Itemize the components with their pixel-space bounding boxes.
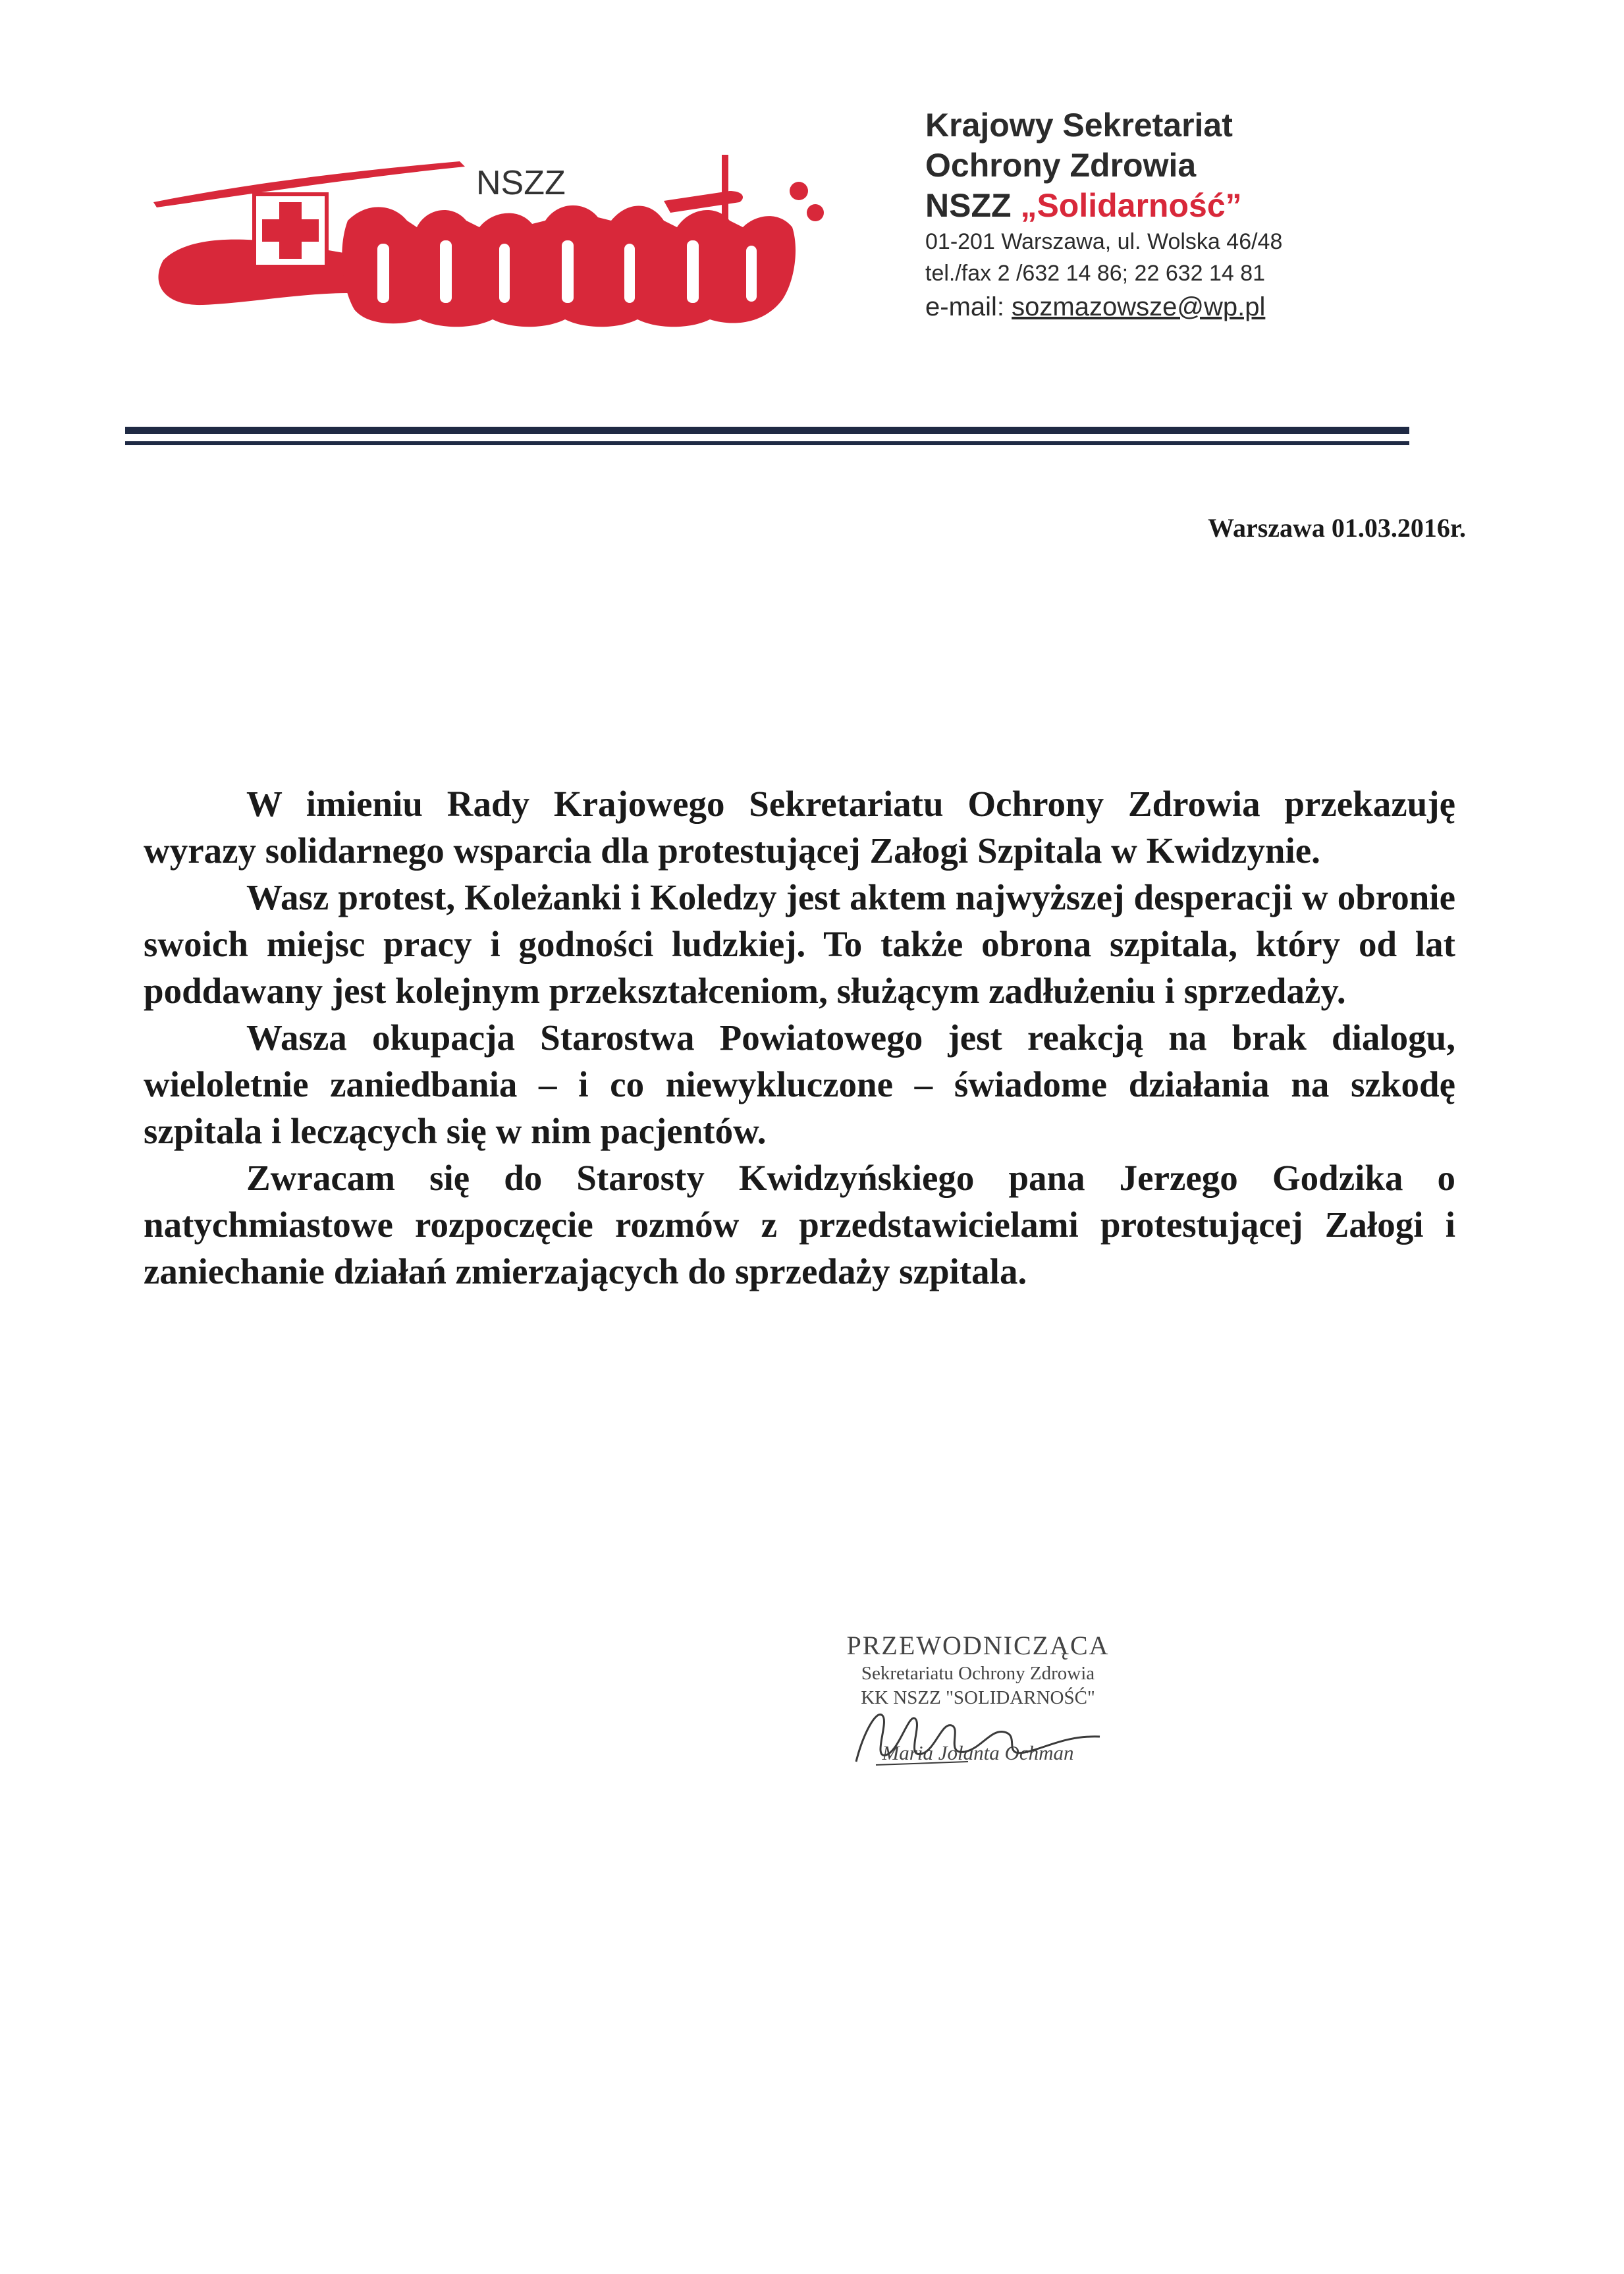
- handwritten-signature: [836, 1696, 1133, 1775]
- email-link[interactable]: sozmazowsze@wp.pl: [1012, 292, 1266, 321]
- logo-flag: [664, 191, 743, 213]
- org-brand-name: „Solidarność”: [1020, 187, 1242, 224]
- letter-date: Warszawa 01.03.2016r.: [1208, 513, 1466, 543]
- org-email-line: [925, 289, 1282, 325]
- stamp-title: PRZEWODNICZĄCA: [846, 1631, 1110, 1660]
- org-address: 01-201 Warszawa, ul. Wolska 46/48: [925, 229, 1283, 254]
- org-phone: tel./fax 2 /632 14 86; 22 632 14 81: [925, 261, 1266, 286]
- logo-dot-1: [790, 182, 808, 200]
- solidarnosc-logo: [150, 128, 848, 339]
- logo-dot-2: [807, 204, 824, 221]
- paragraph-2: Wasz protest, Koleżanki i Koledzy jest aktem najwyższej desperacji w obronie swoich miejsc pracy i godności ludzkiej. To także obrona szpitala, który od lat poddawany jest kolejnym przekształceniom, służącym zadłużeniu i sprzedaży.: [144, 877, 1455, 1011]
- header-rule-thin: [125, 441, 1409, 445]
- org-nszz-prefix: NSZZ: [925, 187, 1012, 224]
- email-label: e-mail:: [925, 292, 1005, 321]
- stamp-name: Maria Jolanta Ochman: [882, 1741, 1074, 1764]
- stamp-kk: KK NSZZ "SOLIDARNOŚĆ": [861, 1687, 1095, 1708]
- paragraph-1: W imieniu Rady Krajowego Sekretariatu Ochrony Zdrowia przekazuję wyrazy solidarnego wsparcia dla protestującej Załogi Szpitala w Kwidzynie.: [144, 784, 1455, 871]
- org-name-line2: Ochrony Zdrowia: [925, 147, 1197, 184]
- organization-header: [925, 105, 1282, 325]
- paragraph-4: Zwracam się do Starosty Kwidzyńskiego pana Jerzego Godzika o natychmiastowe rozpoczęcie rozmów z przedstawicielami protestującej Załogi i zaniechanie działań zmierzających do sprzedaży szpitala.: [144, 1158, 1455, 1291]
- org-name-line1: Krajowy Sekretariat: [925, 107, 1233, 144]
- logo-flagpole: [722, 155, 728, 234]
- header-rule-thick: [125, 427, 1409, 434]
- org-name-line3: [925, 186, 1282, 226]
- logo-nszz-text: NSZZ: [476, 164, 566, 202]
- logo-cross-h: [262, 219, 319, 242]
- stamp-department: Sekretariatu Ochrony Zdrowia: [861, 1663, 1095, 1684]
- letter-body: [144, 780, 1455, 1295]
- paragraph-3: Wasza okupacja Starostwa Powiatowego jest reakcją na brak dialogu, wieloletnie zaniedbania – i co niewykluczone – świadome działania na szkodę szpitala i leczących się w nim pacjentów.: [144, 1017, 1455, 1151]
